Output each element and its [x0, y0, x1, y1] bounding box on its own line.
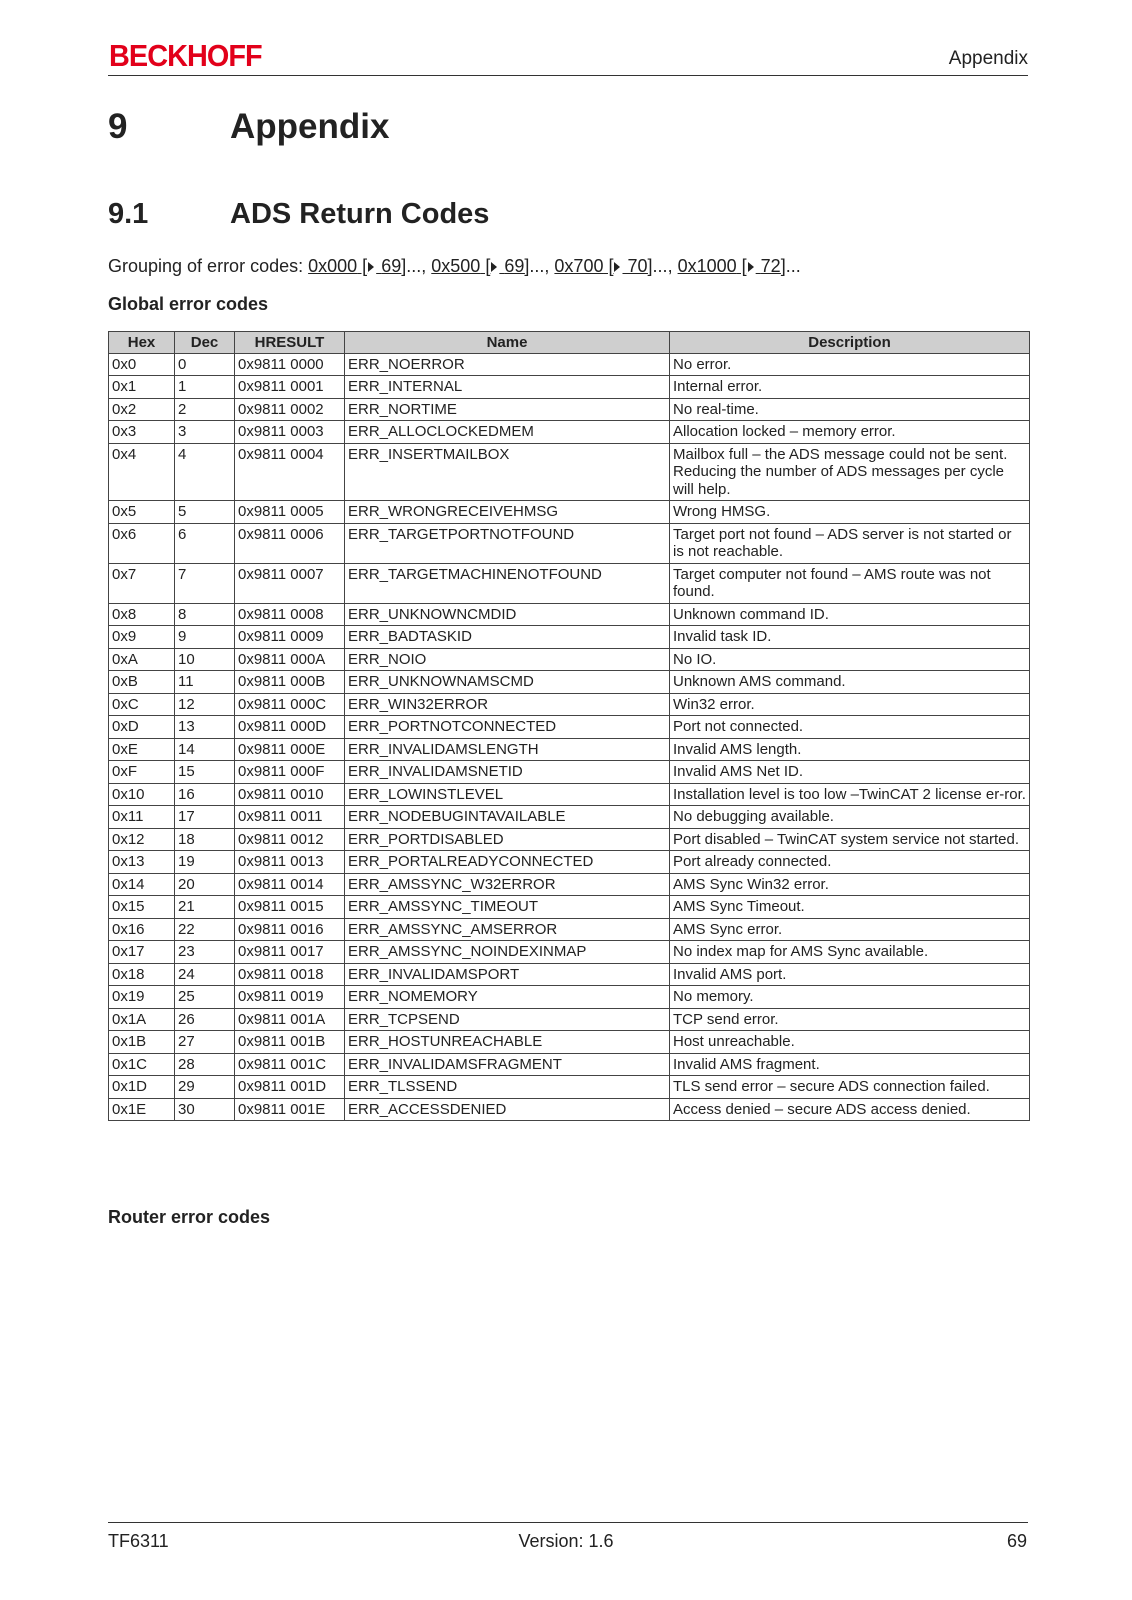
hresult-cell: 0x9811 0012 — [235, 828, 345, 851]
grouping-link-label: 0x000 — [308, 256, 358, 276]
footer-divider — [108, 1522, 1028, 1523]
hex-cell: 0xC — [109, 693, 175, 716]
grouping-separator: ... — [529, 256, 545, 276]
grouping-link-page: 72 — [760, 256, 781, 276]
hex-cell: 0x1D — [109, 1076, 175, 1099]
hex-cell: 0x1C — [109, 1053, 175, 1076]
description-cell: AMS Sync Timeout. — [670, 896, 1030, 919]
dec-cell: 22 — [175, 918, 235, 941]
table-body — [109, 353, 1030, 1121]
dec-cell: 4 — [175, 443, 235, 501]
table-row — [109, 1008, 1030, 1031]
hresult-cell: 0x9811 0011 — [235, 806, 345, 829]
name-cell: ERR_TCPSEND — [345, 1008, 670, 1031]
table-row — [109, 738, 1030, 761]
hex-cell: 0x5 — [109, 501, 175, 524]
header-divider — [108, 75, 1028, 76]
table-row — [109, 398, 1030, 421]
hex-cell: 0x6 — [109, 523, 175, 563]
footer-page-number: 69 — [1006, 1531, 1027, 1551]
header-section-title: Appendix — [948, 48, 1028, 69]
dec-cell: 15 — [175, 761, 235, 784]
hex-cell: 0xE — [109, 738, 175, 761]
table-row — [109, 501, 1030, 524]
hresult-cell: 0x9811 0017 — [235, 941, 345, 964]
page-arrow-icon — [368, 262, 374, 272]
description-cell: Port not connected. — [670, 716, 1030, 739]
name-cell: ERR_NODEBUGINTAVAILABLE — [345, 806, 670, 829]
name-cell: ERR_UNKNOWNAMSCMD — [345, 671, 670, 694]
description-cell: Invalid AMS length. — [670, 738, 1030, 761]
dec-cell: 10 — [175, 648, 235, 671]
name-cell: ERR_INVALIDAMSLENGTH — [345, 738, 670, 761]
column-header-name: Name — [345, 332, 670, 354]
description-cell: Installation level is too low –TwinCAT 2 license er-ror. — [670, 783, 1030, 806]
description-cell: No index map for AMS Sync available. — [670, 941, 1030, 964]
hresult-cell: 0x9811 000A — [235, 648, 345, 671]
table-row — [109, 716, 1030, 739]
dec-cell: 25 — [175, 986, 235, 1009]
table-row — [109, 918, 1030, 941]
name-cell: ERR_AMSSYNC_AMSERROR — [345, 918, 670, 941]
hresult-cell: 0x9811 001B — [235, 1031, 345, 1054]
name-cell: ERR_INSERTMAILBOX — [345, 443, 670, 501]
hex-cell: 0x14 — [109, 873, 175, 896]
grouping-link-0x1000[interactable]: 0x1000 [ 72] — [677, 256, 786, 276]
dec-cell: 0 — [175, 353, 235, 376]
table-row — [109, 963, 1030, 986]
hresult-cell: 0x9811 0001 — [235, 376, 345, 399]
dec-cell: 17 — [175, 806, 235, 829]
hex-cell: 0x1A — [109, 1008, 175, 1031]
name-cell: ERR_NORTIME — [345, 398, 670, 421]
chapter-title: Appendix — [230, 107, 390, 146]
table-row — [109, 851, 1030, 874]
hex-cell: 0x18 — [109, 963, 175, 986]
name-cell: ERR_INVALIDAMSPORT — [345, 963, 670, 986]
dec-cell: 27 — [175, 1031, 235, 1054]
hex-cell: 0x1B — [109, 1031, 175, 1054]
hresult-cell: 0x9811 0019 — [235, 986, 345, 1009]
table-row — [109, 603, 1030, 626]
dec-cell: 1 — [175, 376, 235, 399]
grouping-link-0x000[interactable]: 0x000 [ 69] — [308, 256, 407, 276]
description-cell: Mailbox full – the ADS message could not be sent. Reducing the number of ADS messages per cycle will help. — [670, 443, 1030, 501]
hresult-cell: 0x9811 0007 — [235, 563, 345, 603]
description-cell: No IO. — [670, 648, 1030, 671]
hresult-cell: 0x9811 001C — [235, 1053, 345, 1076]
hresult-cell: 0x9811 0000 — [235, 353, 345, 376]
hex-cell: 0xF — [109, 761, 175, 784]
hex-cell: 0x4 — [109, 443, 175, 501]
dec-cell: 11 — [175, 671, 235, 694]
global-error-codes-heading: Global error codes — [108, 294, 269, 314]
dec-cell: 16 — [175, 783, 235, 806]
dec-cell: 21 — [175, 896, 235, 919]
description-cell: AMS Sync error. — [670, 918, 1030, 941]
hex-cell: 0x11 — [109, 806, 175, 829]
name-cell: ERR_WIN32ERROR — [345, 693, 670, 716]
table-row — [109, 783, 1030, 806]
hresult-cell: 0x9811 0004 — [235, 443, 345, 501]
chapter-number: 9 — [108, 107, 128, 146]
hex-cell: 0x7 — [109, 563, 175, 603]
table-row — [109, 1098, 1030, 1121]
hex-cell: 0x2 — [109, 398, 175, 421]
dec-cell: 18 — [175, 828, 235, 851]
description-cell: No debugging available. — [670, 806, 1030, 829]
table-row — [109, 873, 1030, 896]
grouping-line: Grouping of error codes: 0x000 [ 69]..., 0x500 [ 69]..., 0x700 [ 70]..., 0x1000 [ 72]... — [108, 256, 801, 276]
table-row — [109, 761, 1030, 784]
grouping-link-page: 70 — [627, 256, 648, 276]
table-row — [109, 828, 1030, 851]
name-cell: ERR_NOERROR — [345, 353, 670, 376]
dec-cell: 3 — [175, 421, 235, 444]
hresult-cell: 0x9811 0013 — [235, 851, 345, 874]
dec-cell: 29 — [175, 1076, 235, 1099]
grouping-link-page: 69 — [381, 256, 402, 276]
hex-cell: 0x1E — [109, 1098, 175, 1121]
grouping-link-label: 0x500 — [431, 256, 481, 276]
description-cell: Win32 error. — [670, 693, 1030, 716]
grouping-link-0x700[interactable]: 0x700 [ 70] — [554, 256, 653, 276]
column-header-hex: Hex — [109, 332, 175, 354]
table-row — [109, 376, 1030, 399]
grouping-suffix: ... — [785, 256, 801, 276]
dec-cell: 12 — [175, 693, 235, 716]
name-cell: ERR_AMSSYNC_W32ERROR — [345, 873, 670, 896]
hex-cell: 0x0 — [109, 353, 175, 376]
router-error-codes-heading: Router error codes — [108, 1207, 271, 1227]
hresult-cell: 0x9811 000D — [235, 716, 345, 739]
dec-cell: 24 — [175, 963, 235, 986]
table-row — [109, 1031, 1030, 1054]
hex-cell: 0x12 — [109, 828, 175, 851]
table-header-row — [109, 332, 1030, 354]
dec-cell: 20 — [175, 873, 235, 896]
description-cell: Target computer not found – AMS route was not found. — [670, 563, 1030, 603]
table-row — [109, 563, 1030, 603]
hresult-cell: 0x9811 0010 — [235, 783, 345, 806]
page-arrow-icon — [491, 262, 497, 272]
hex-cell: 0x19 — [109, 986, 175, 1009]
description-cell: Unknown AMS command. — [670, 671, 1030, 694]
name-cell: ERR_AMSSYNC_TIMEOUT — [345, 896, 670, 919]
name-cell: ERR_PORTNOTCONNECTED — [345, 716, 670, 739]
table-row — [109, 353, 1030, 376]
table-row — [109, 443, 1030, 501]
dec-cell: 13 — [175, 716, 235, 739]
description-cell: Internal error. — [670, 376, 1030, 399]
table-row — [109, 626, 1030, 649]
dec-cell: 14 — [175, 738, 235, 761]
hex-cell: 0x15 — [109, 896, 175, 919]
hex-cell: 0x10 — [109, 783, 175, 806]
section-number: 9.1 — [108, 198, 149, 230]
hresult-cell: 0x9811 0003 — [235, 421, 345, 444]
name-cell: ERR_LOWINSTLEVEL — [345, 783, 670, 806]
table-row — [109, 1076, 1030, 1099]
description-cell: Invalid AMS fragment. — [670, 1053, 1030, 1076]
hex-cell: 0x3 — [109, 421, 175, 444]
grouping-link-0x500[interactable]: 0x500 [ 69] — [431, 256, 530, 276]
name-cell: ERR_NOMEMORY — [345, 986, 670, 1009]
hresult-cell: 0x9811 0008 — [235, 603, 345, 626]
hex-cell: 0x16 — [109, 918, 175, 941]
hresult-cell: 0x9811 0002 — [235, 398, 345, 421]
name-cell: ERR_INVALIDAMSNETID — [345, 761, 670, 784]
column-header-description: Description — [670, 332, 1030, 354]
hresult-cell: 0x9811 000B — [235, 671, 345, 694]
hex-cell: 0x9 — [109, 626, 175, 649]
name-cell: ERR_WRONGRECEIVEHMSG — [345, 501, 670, 524]
name-cell: ERR_HOSTUNREACHABLE — [345, 1031, 670, 1054]
hresult-cell: 0x9811 0014 — [235, 873, 345, 896]
name-cell: ERR_TARGETMACHINENOTFOUND — [345, 563, 670, 603]
table-row — [109, 671, 1030, 694]
hex-cell: 0x17 — [109, 941, 175, 964]
hresult-cell: 0x9811 001D — [235, 1076, 345, 1099]
description-cell: Target port not found – ADS server is not started or is not reachable. — [670, 523, 1030, 563]
description-cell: Unknown command ID. — [670, 603, 1030, 626]
dec-cell: 8 — [175, 603, 235, 626]
name-cell: ERR_UNKNOWNCMDID — [345, 603, 670, 626]
dec-cell: 6 — [175, 523, 235, 563]
dec-cell: 2 — [175, 398, 235, 421]
column-header-hresult: HRESULT — [235, 332, 345, 354]
name-cell: ERR_NOIO — [345, 648, 670, 671]
table-row — [109, 896, 1030, 919]
footer-version: Version: 1.6 — [518, 1531, 614, 1551]
dec-cell: 28 — [175, 1053, 235, 1076]
grouping-separator: ... — [652, 256, 668, 276]
hresult-cell: 0x9811 000C — [235, 693, 345, 716]
description-cell: Port already connected. — [670, 851, 1030, 874]
footer-product: TF6311 — [108, 1531, 169, 1551]
name-cell: ERR_TARGETPORTNOTFOUND — [345, 523, 670, 563]
table-row — [109, 806, 1030, 829]
name-cell: ERR_INVALIDAMSFRAGMENT — [345, 1053, 670, 1076]
description-cell: No error. — [670, 353, 1030, 376]
name-cell: ERR_PORTALREADYCONNECTED — [345, 851, 670, 874]
description-cell: AMS Sync Win32 error. — [670, 873, 1030, 896]
description-cell: No real-time. — [670, 398, 1030, 421]
hresult-cell: 0x9811 0009 — [235, 626, 345, 649]
hex-cell: 0x1 — [109, 376, 175, 399]
description-cell: TCP send error. — [670, 1008, 1030, 1031]
description-cell: Allocation locked – memory error. — [670, 421, 1030, 444]
hex-cell: 0xB — [109, 671, 175, 694]
description-cell: Wrong HMSG. — [670, 501, 1030, 524]
name-cell: ERR_ALLOCLOCKEDMEM — [345, 421, 670, 444]
name-cell: ERR_INTERNAL — [345, 376, 670, 399]
description-cell: TLS send error – secure ADS connection failed. — [670, 1076, 1030, 1099]
name-cell: ERR_TLSSEND — [345, 1076, 670, 1099]
section-title: ADS Return Codes — [230, 198, 490, 230]
table-row — [109, 693, 1030, 716]
grouping-link-label: 0x700 — [554, 256, 604, 276]
grouping-link-label: 0x1000 — [677, 256, 737, 276]
hex-cell: 0xA — [109, 648, 175, 671]
table-row — [109, 1053, 1030, 1076]
grouping-separator: ... — [406, 256, 422, 276]
table-row — [109, 421, 1030, 444]
dec-cell: 23 — [175, 941, 235, 964]
description-cell: Host unreachable. — [670, 1031, 1030, 1054]
table-row — [109, 648, 1030, 671]
description-cell: Invalid AMS Net ID. — [670, 761, 1030, 784]
hresult-cell: 0x9811 0005 — [235, 501, 345, 524]
table-row — [109, 986, 1030, 1009]
dec-cell: 5 — [175, 501, 235, 524]
hex-cell: 0x8 — [109, 603, 175, 626]
name-cell: ERR_ACCESSDENIED — [345, 1098, 670, 1121]
description-cell: Access denied – secure ADS access denied. — [670, 1098, 1030, 1121]
dec-cell: 26 — [175, 1008, 235, 1031]
page-arrow-icon — [614, 262, 620, 272]
name-cell: ERR_AMSSYNC_NOINDEXINMAP — [345, 941, 670, 964]
description-cell: Port disabled – TwinCAT system service not started. — [670, 828, 1030, 851]
column-header-dec: Dec — [175, 332, 235, 354]
hresult-cell: 0x9811 0006 — [235, 523, 345, 563]
dec-cell: 7 — [175, 563, 235, 603]
table-row — [109, 941, 1030, 964]
dec-cell: 9 — [175, 626, 235, 649]
hex-cell: 0xD — [109, 716, 175, 739]
name-cell: ERR_BADTASKID — [345, 626, 670, 649]
grouping-prefix: Grouping of error codes: — [108, 256, 309, 276]
description-cell: Invalid AMS port. — [670, 963, 1030, 986]
description-cell: Invalid task ID. — [670, 626, 1030, 649]
page-arrow-icon — [748, 262, 754, 272]
beckhoff-logo: BECKHOFF — [109, 38, 262, 73]
description-cell: No memory. — [670, 986, 1030, 1009]
hresult-cell: 0x9811 0015 — [235, 896, 345, 919]
hresult-cell: 0x9811 000E — [235, 738, 345, 761]
hresult-cell: 0x9811 0016 — [235, 918, 345, 941]
global-error-codes-table — [108, 331, 1030, 1121]
dec-cell: 19 — [175, 851, 235, 874]
hresult-cell: 0x9811 001E — [235, 1098, 345, 1121]
dec-cell: 30 — [175, 1098, 235, 1121]
hresult-cell: 0x9811 000F — [235, 761, 345, 784]
name-cell: ERR_PORTDISABLED — [345, 828, 670, 851]
hex-cell: 0x13 — [109, 851, 175, 874]
grouping-link-page: 69 — [504, 256, 525, 276]
hresult-cell: 0x9811 001A — [235, 1008, 345, 1031]
hresult-cell: 0x9811 0018 — [235, 963, 345, 986]
table-row — [109, 523, 1030, 563]
